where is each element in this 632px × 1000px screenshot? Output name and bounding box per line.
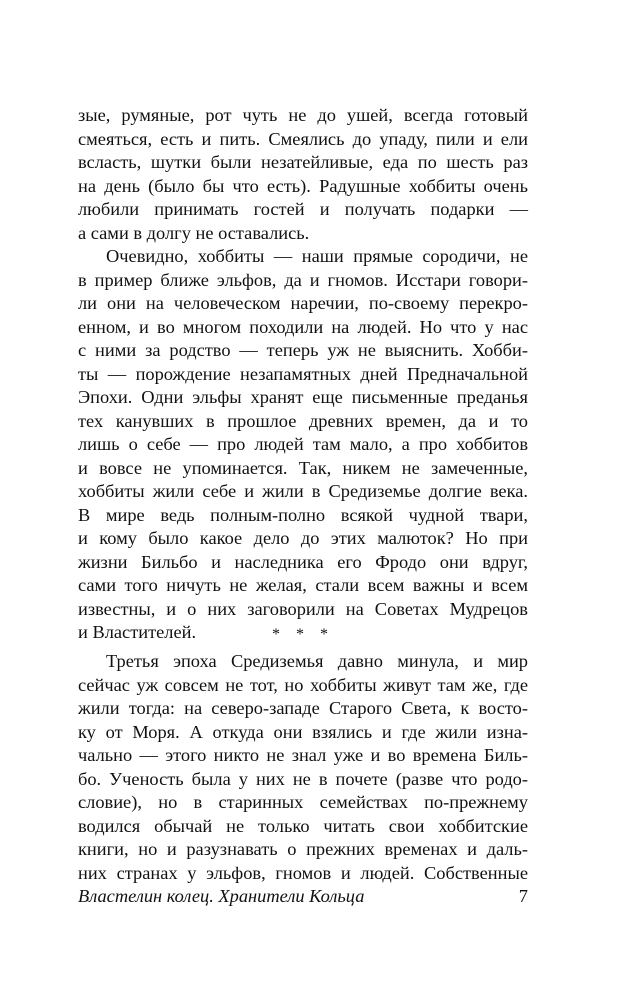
- text-line: них странах у эльфов, гномов и людей. Собственные: [78, 862, 528, 883]
- text-line: зые, румяные, рот чуть не до ушей, всегда готовый: [78, 105, 528, 125]
- text-line: ли они на человеческом наречии, по-своему перекро-: [78, 293, 528, 313]
- paragraph-2: [78, 245, 528, 645]
- text-line: сами того ничуть не желая, стали всем важны и всем: [78, 575, 528, 595]
- text-line: В мире ведь полным-полно всякой чудной твари,: [78, 504, 528, 525]
- text-line: и Властителей.: [78, 622, 197, 642]
- text-line: словие), но в старинных семействах по-прежнему: [78, 792, 528, 812]
- text-line: Очевидно, хоббиты — наши прямые сородичи, не: [106, 246, 528, 266]
- text-line: книги, но и разузнавать о прежних временах и даль-: [78, 839, 528, 859]
- text-line: смеяться, есть и пить. Смеялись до упаду, пили и ели: [78, 128, 528, 149]
- paragraph-1: [78, 104, 528, 245]
- text-line: енном, и во многом походили на людей. Но что у нас: [78, 316, 528, 337]
- text-line: на день (было бы что есть). Радушные хоббиты очень: [78, 175, 528, 196]
- text-line: в пример ближе эльфов, да и гномов. Исстари говори-: [78, 269, 528, 290]
- text-line: жили тогда: на северо-западе Старого Света, к восто-: [78, 698, 528, 718]
- section-separator: * * *: [272, 626, 334, 643]
- text-line: водился обычай не только читать свои хоббитские: [78, 815, 528, 836]
- text-line: жизни Бильбо и наследника его Фродо они вдруг,: [78, 551, 528, 572]
- text-line: и вовсе не упоминается. Так, никем не замеченные,: [78, 457, 528, 478]
- body-text-top: [78, 104, 528, 645]
- text-line: Эпохи. Одни эльфы хранят еще письменные преданья: [78, 387, 528, 407]
- text-line: известны, и о них заговорили на Советах Мудрецов: [78, 598, 528, 619]
- text-line: хоббиты жили себе и жили в Средиземье долгие века.: [78, 481, 528, 501]
- text-line: а сами в долгу не оставались.: [78, 222, 310, 243]
- text-line: всласть, шутки были незатейливые, еда по шесть раз: [78, 152, 528, 172]
- text-line: лишь о себе — про людей там мало, а про хоббитов: [78, 434, 528, 454]
- text-line: чально — этого никто не знал уже и во времена Биль-: [78, 745, 528, 765]
- text-line: ты — порождение незапамятных дней Предначальной: [78, 363, 528, 384]
- text-line: ку от Моря. А откуда они взялись и где жили изна-: [78, 721, 528, 742]
- text-line: тех канувших в прошлое древних времен, да и то: [78, 410, 528, 431]
- page-number: 7: [518, 886, 528, 906]
- text-line: сейчас уж совсем не тот, но хоббиты живут там же, где: [78, 674, 528, 695]
- running-footer-title: Властелин колец. Хранители Кольца: [78, 886, 365, 906]
- body-text-bottom: [78, 650, 528, 885]
- text-line: Третья эпоха Средиземья давно минула, и мир: [106, 651, 528, 671]
- text-line: бо. Ученость была у них не в почете (разве что родо-: [78, 768, 528, 789]
- text-line: любили принимать гостей и получать подарки —: [78, 199, 528, 219]
- text-line: и кому было какое дело до этих малюток? Но при: [78, 528, 528, 548]
- text-line: с ними за родство — теперь уж не выяснить. Хобби-: [78, 340, 528, 360]
- paragraph-3: [78, 650, 528, 885]
